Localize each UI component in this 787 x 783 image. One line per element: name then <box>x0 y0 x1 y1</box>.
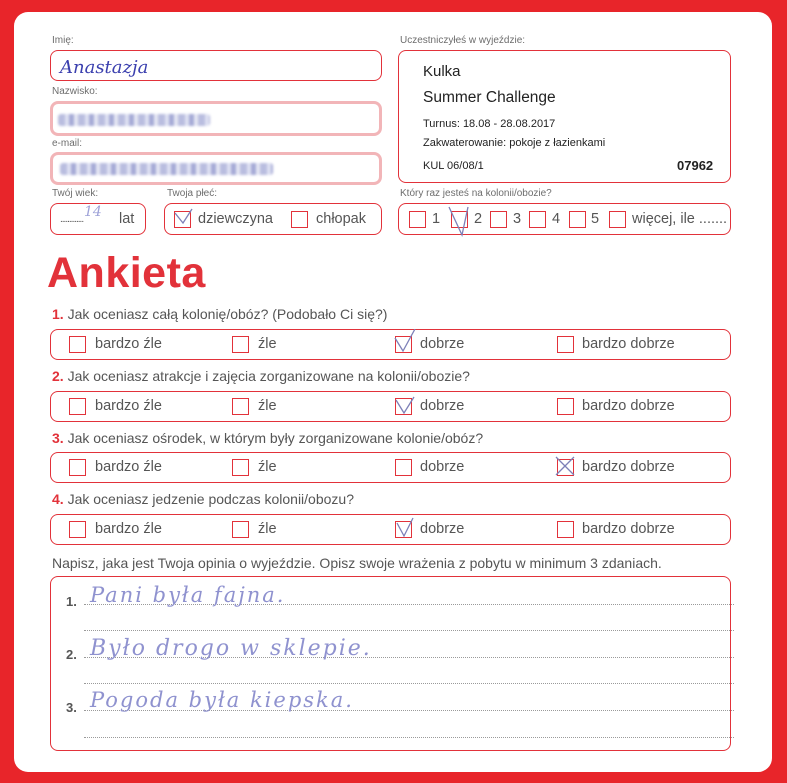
times-4-checkbox[interactable] <box>529 211 546 228</box>
check-mark-icon <box>392 515 416 539</box>
check-mark-icon <box>553 454 577 478</box>
camp-name: Kulka <box>423 63 461 80</box>
sentence-3-number: 3. <box>66 700 77 715</box>
camp-turnus: Turnus: 18.08 - 28.08.2017 <box>423 118 556 130</box>
gender-boy-checkbox[interactable] <box>291 211 308 228</box>
email-redacted <box>60 163 273 175</box>
question-1: 1. Jak oceniasz całą kolonię/obóz? (Podobało Ci się?) <box>52 306 388 322</box>
times-3-checkbox[interactable] <box>490 211 507 228</box>
q2-zle-checkbox[interactable] <box>232 398 249 415</box>
q1-dobrze-label: dobrze <box>420 336 465 352</box>
times-1-checkbox[interactable] <box>409 211 426 228</box>
first-name-label: Imię: <box>52 35 74 46</box>
q2-dobrze-label: dobrze <box>420 398 465 414</box>
q2-zle-label: źle <box>258 398 277 414</box>
q4-bardzo-dobrze-checkbox[interactable] <box>557 521 574 538</box>
times-3-label: 3 <box>513 211 522 227</box>
check-mark-icon <box>446 203 470 237</box>
q4-zle-label: źle <box>258 521 277 537</box>
q4-bardzo-dobrze-label: bardzo dobrze <box>582 521 675 537</box>
q3-bardzo-dobrze-label: bardzo dobrze <box>582 459 675 475</box>
check-mark-icon <box>392 329 416 353</box>
q3-dobrze-label: dobrze <box>420 459 465 475</box>
opinion-prompt: Napisz, jaka jest Twoja opinia o wyjeździe. Opisz swoje wrażenia z pobytu w minimum 3 zdaniach. <box>52 555 662 571</box>
q1-bardzo-dobrze-checkbox[interactable] <box>557 336 574 353</box>
check-mark-icon <box>392 393 416 417</box>
q3-zle-label: źle <box>258 459 277 475</box>
sentence-2-text: Było drogo w sklepie. <box>90 636 372 661</box>
camp-number: 07962 <box>677 158 714 173</box>
sentence-1-text: Pani była fajna. <box>90 583 286 607</box>
q3-zle-checkbox[interactable] <box>232 459 249 476</box>
q2-bardzo-zle-checkbox[interactable] <box>69 398 86 415</box>
opinion-line <box>84 737 734 738</box>
q4-bardzo-zle-label: bardzo źle <box>95 521 162 537</box>
age-label: Twój wiek: <box>52 188 99 199</box>
camp-label: Uczestniczyłeś w wyjeździe: <box>400 35 526 46</box>
camp-title: Summer Challenge <box>423 89 556 106</box>
times-5-label: 5 <box>591 211 600 227</box>
q4-dobrze-label: dobrze <box>420 521 465 537</box>
question-3: 3. Jak oceniasz ośrodek, w którym były zorganizowane kolonie/obóz? <box>52 430 484 446</box>
sentence-3-text: Pogoda była kiepska. <box>90 688 354 712</box>
opinion-line <box>84 630 734 631</box>
question-2: 2. Jak oceniasz atrakcje i zajęcia zorganizowane na kolonii/obozie? <box>52 368 470 384</box>
q1-bardzo-dobrze-label: bardzo dobrze <box>582 336 675 352</box>
age-unit: lat <box>119 211 135 227</box>
times-more-label: więcej, ile ....... <box>632 211 728 227</box>
times-4-label: 4 <box>552 211 561 227</box>
q1-bardzo-zle-label: bardzo źle <box>95 336 162 352</box>
gender-boy-label: chłopak <box>316 211 366 227</box>
q3-bardzo-zle-label: bardzo źle <box>95 459 162 475</box>
check-mark-icon <box>170 206 194 230</box>
email-label: e-mail: <box>52 138 83 149</box>
q3-bardzo-zle-checkbox[interactable] <box>69 459 86 476</box>
opinion-line <box>84 683 734 684</box>
gender-girl-label: dziewczyna <box>198 211 273 227</box>
times-5-checkbox[interactable] <box>569 211 586 228</box>
times-2-label: 2 <box>474 211 483 227</box>
q1-zle-label: źle <box>258 336 277 352</box>
question-4: 4. Jak oceniasz jedzenie podczas kolonii/obozu? <box>52 491 354 507</box>
first-name-value: Anastazja <box>60 57 149 78</box>
q1-zle-checkbox[interactable] <box>232 336 249 353</box>
camp-accommodation: Zakwaterowanie: pokoje z łazienkami <box>423 137 606 149</box>
camp-code: KUL 06/08/1 <box>423 160 484 172</box>
survey-title: Ankieta <box>47 249 206 297</box>
times-1-label: 1 <box>432 211 441 227</box>
sentence-2-number: 2. <box>66 647 77 662</box>
q3-dobrze-checkbox[interactable] <box>395 459 412 476</box>
q2-bardzo-zle-label: bardzo źle <box>95 398 162 414</box>
times-more-checkbox[interactable] <box>609 211 626 228</box>
last-name-label: Nazwisko: <box>52 86 98 97</box>
gender-label: Twoja płeć: <box>167 188 218 199</box>
age-value: 14 <box>84 204 102 220</box>
last-name-redacted <box>58 114 210 126</box>
times-label: Który raz jesteś na kolonii/obozie? <box>400 188 552 199</box>
q4-zle-checkbox[interactable] <box>232 521 249 538</box>
q1-bardzo-zle-checkbox[interactable] <box>69 336 86 353</box>
q2-bardzo-dobrze-label: bardzo dobrze <box>582 398 675 414</box>
q2-bardzo-dobrze-checkbox[interactable] <box>557 398 574 415</box>
sentence-1-number: 1. <box>66 594 77 609</box>
q4-bardzo-zle-checkbox[interactable] <box>69 521 86 538</box>
age-dots: ............. <box>60 214 84 225</box>
